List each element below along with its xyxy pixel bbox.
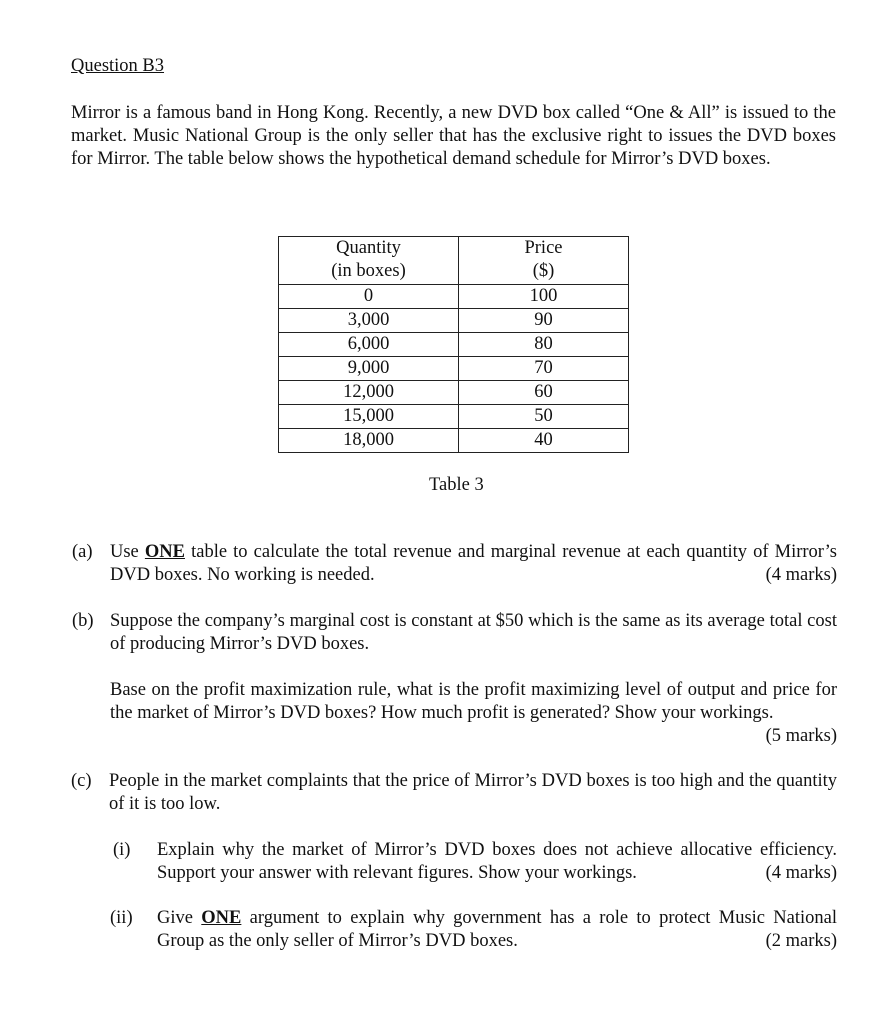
price-cell: 90 xyxy=(459,309,629,333)
question-a xyxy=(72,541,837,587)
table-row xyxy=(279,357,629,381)
price-cell: 40 xyxy=(459,429,629,453)
table-row xyxy=(279,285,629,309)
question-c-ii-text-after: argument to explain why government has a role to protect Music National Group as the only seller of Mirror’s DVD boxes. xyxy=(157,908,837,951)
question-a-emphasis: ONE xyxy=(144,542,185,562)
question-b-text2-body: Base on the profit maximization rule, what is the profit maximizing level of output and price for the market of Mirror’s DVD boxes? How much profit is generated? Show your workings. xyxy=(110,680,837,723)
question-b-text2 xyxy=(110,679,837,746)
price-cell: 100 xyxy=(459,285,629,309)
quantity-cell: 6,000 xyxy=(279,333,459,357)
quantity-cell: 9,000 xyxy=(279,357,459,381)
quantity-cell: 18,000 xyxy=(279,429,459,453)
quantity-header-line1: Quantity xyxy=(336,238,401,258)
question-c-text: People in the market complaints that the price of Mirror’s DVD boxes is too high and the quantity of it is too low. xyxy=(109,771,837,814)
question-a-marks: (4 marks) xyxy=(765,565,837,585)
question-b-text: Suppose the company’s marginal cost is constant at $50 which is the same as its average total cost of producing Mirror’s DVD boxes. xyxy=(110,611,837,654)
intro-text: Mirror is a famous band in Hong Kong. Recently, a new DVD box called “One & All” is issued to the market. Music National Group is the only seller that has the exclusive right to issues the DVD boxes for Mirror. The table below shows the hypothetical demand schedule for Mirror’s DVD boxes. xyxy=(71,103,836,169)
question-b-part2 xyxy=(110,679,837,748)
question-a-label: (a) xyxy=(72,542,93,562)
table-row xyxy=(279,381,629,405)
table-header-row xyxy=(279,237,629,285)
price-header-line2: ($) xyxy=(532,261,555,281)
question-b xyxy=(72,610,837,656)
table-row xyxy=(279,333,629,357)
quantity-header-line2: (in boxes) xyxy=(331,261,406,281)
question-c-ii-emphasis: ONE xyxy=(201,908,242,928)
price-header-line1: Price xyxy=(524,238,563,258)
question-a-text-before: Use xyxy=(110,542,145,562)
question-c-i-label: (i) xyxy=(113,840,131,860)
question-a-text xyxy=(110,541,837,587)
quantity-cell: 3,000 xyxy=(279,309,459,333)
question-c-ii-marks: (2 marks) xyxy=(765,931,837,951)
question-c-i-text xyxy=(157,839,837,885)
price-cell: 50 xyxy=(459,405,629,429)
quantity-cell: 15,000 xyxy=(279,405,459,429)
table-row xyxy=(279,429,629,453)
question-a-text-after: table to calculate the total revenue and marginal revenue at each quantity of Mirror’s DVD boxes. No working is needed. xyxy=(110,542,837,585)
table-row xyxy=(279,309,629,333)
quantity-cell: 12,000 xyxy=(279,381,459,405)
table-row xyxy=(279,405,629,429)
demand-schedule-table xyxy=(278,236,629,453)
question-c-ii-text xyxy=(157,907,837,953)
question-c-i-marks: (4 marks) xyxy=(765,863,837,883)
price-cell: 80 xyxy=(459,333,629,357)
question-c-i-body: Explain why the market of Mirror’s DVD boxes does not achieve allocative efficiency. Support your answer with relevant figures. Show your workings. xyxy=(157,840,837,883)
question-b-label: (b) xyxy=(72,611,94,631)
question-c-ii-text-before: Give xyxy=(157,908,202,928)
intro-paragraph xyxy=(71,102,836,171)
question-b-marks: (5 marks) xyxy=(765,726,837,746)
question-c-i xyxy=(113,839,837,885)
price-cell: 70 xyxy=(459,357,629,381)
question-c-label: (c) xyxy=(71,771,92,791)
table-caption: Table 3 xyxy=(429,475,484,495)
question-c-ii xyxy=(110,907,837,953)
price-header xyxy=(459,237,629,285)
price-cell: 60 xyxy=(459,381,629,405)
quantity-header xyxy=(279,237,459,285)
question-c-ii-label: (ii) xyxy=(110,908,133,928)
question-c xyxy=(71,770,837,816)
quantity-cell: 0 xyxy=(279,285,459,309)
question-title: Question B3 xyxy=(71,56,165,76)
